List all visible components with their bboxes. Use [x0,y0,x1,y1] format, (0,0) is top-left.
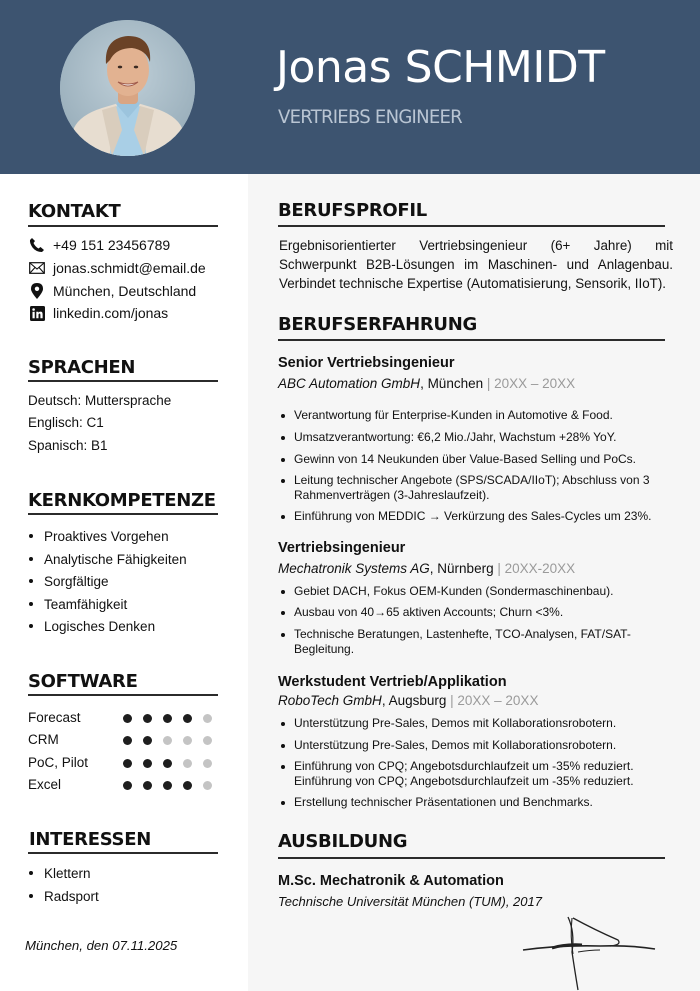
skill-rating [123,759,223,768]
skill-rating [123,714,223,723]
job-bullet: Unterstützung Pre-Sales, Demos mit Kollaborationsrobotern. [281,716,666,731]
software-name: PoC, Pilot [28,755,89,770]
rating-dot-empty [163,736,172,745]
section-title-ausbildung: AUSBILDUNG [278,831,408,852]
job-location: , München [420,376,487,391]
section-divider [28,852,218,854]
portrait-illustration [60,20,195,156]
section-divider [28,513,218,515]
main-content [248,174,700,991]
section-divider [28,694,218,696]
job-bullet: Ausbau von 40→65 aktiven Accounts; Churn <3%. [281,605,666,620]
job-bullet: Einführung von MEDDIC → Verkürzung des Sales-Cycles um 23%. [281,509,666,524]
job-bullet: Erstellung technischer Präsentationen und Benchmarks. [281,795,666,810]
job-bullet: Leitung technischer Angebote (SPS/SCADA/IIoT); Abschluss von 3 Rahmenverträgen (3-Jahreslaufzeit). [281,473,656,502]
company-name: RoboTech GmbH [278,693,382,708]
bullet-icon [29,871,33,875]
degree-title: M.Sc. Mechatronik & Automation [278,873,504,889]
job-bullet: Verantwortung für Enterprise-Kunden in Automotive & Food. [281,408,666,423]
bullet-icon [29,534,33,538]
job-title: VERTRIEBS ENGINEER [278,106,462,128]
software-row [28,777,218,792]
section-divider [28,225,218,227]
competence-text: Logisches Denken [44,619,156,634]
rating-dot-filled [163,759,172,768]
job-bullet: Unterstützung Pre-Sales, Demos mit Kollaborationsrobotern. [281,738,666,753]
software-row [28,732,218,747]
rating-dot-filled [163,714,172,723]
section-divider [278,225,665,227]
job-bullet: Gebiet DACH, Fokus OEM-Kunden (Sondermaschinenbau). [281,584,666,599]
interest-item [29,889,99,904]
rating-dot-empty [203,714,212,723]
rating-dot-filled [143,781,152,790]
job-position-title: Senior Vertriebsingenieur [278,355,455,371]
job-bullet: Einführung von CPQ; Angebotsdurchlaufzeit um -35% reduziert. Einführung von CPQ; Angebotsdurchlaufzeit um -35% reduziert. [281,759,636,788]
email-icon [29,260,45,276]
skill-rating [123,781,223,790]
contact-linkedin[interactable] [29,305,168,321]
rating-dot-filled [123,781,132,790]
software-row [28,710,218,725]
rating-dot-filled [183,781,192,790]
rating-dot-empty [203,736,212,745]
job-bullet: Technische Beratungen, Lastenhefte, TCO-Analysen, FAT/SAT-Begleitung. [281,627,641,656]
job-bullet: Umsatzverantwortung: €6,2 Mio./Jahr, Wachstum +28% YoY. [281,430,666,445]
section-title-kontakt: KONTAKT [28,201,121,222]
section-divider [28,380,218,382]
profile-photo [60,20,195,156]
bullet-icon [29,557,33,561]
place-date: München, den 07.11.2025 [25,938,178,953]
interest-text: Radsport [44,889,99,904]
rating-dot-empty [183,759,192,768]
linkedin-icon [29,305,45,321]
company-name: ABC Automation GmbH [278,376,421,391]
job-location: , Augsburg [381,693,451,708]
section-title-berufsprofil: BERUFSPROFIL [278,200,427,221]
rating-dot-empty [203,781,212,790]
contact-location-text: München, Deutschland [53,283,197,299]
job-location: , Nürnberg [429,561,498,576]
section-title-software: SOFTWARE [28,671,138,692]
rating-dot-filled [123,714,132,723]
software-name: Excel [28,777,62,792]
competence-text: Analytische Fähigkeiten [44,552,187,567]
rating-dot-filled [143,714,152,723]
competence-item [29,552,187,567]
bullet-icon [29,579,33,583]
contact-location [29,283,196,299]
competence-item [29,619,155,634]
phone-icon [29,237,45,253]
job-bullet: Gewinn von 14 Neukunden über Value-Based Selling und PoCs. [281,452,666,467]
bullet-icon [29,894,33,898]
section-title-kernkompetenzen: KERNKOMPETENZE [28,490,216,511]
contact-phone[interactable] [29,237,170,253]
profile-summary: Ergebnisorientierter Vertriebsingenieur (6+ Jahre) mit Schwerpunkt B2B-Lösungen im Maschinen- und Anlagenbau. Verbindet technische Expertise (Automatisierung, Sensorik, IIoT). [279,238,673,291]
language-item: Englisch: C1 [28,415,104,430]
section-divider [278,339,665,341]
skill-rating [123,736,223,745]
job-dates: | 20XX-20XX [497,561,576,576]
job-position-title: Vertriebsingenieur [278,540,406,556]
location-pin-icon [29,283,45,299]
job-position-title: Werkstudent Vertrieb/Applikation [278,674,507,690]
software-name: CRM [28,732,59,747]
competence-text: Teamfähigkeit [44,597,128,612]
software-row [28,755,218,770]
section-title-sprachen: SPRACHEN [28,357,136,378]
job-dates: | 20XX – 20XX [450,693,539,708]
section-title-interessen: INTERESSEN [29,829,151,850]
rating-dot-filled [143,736,152,745]
competence-text: Sorgfältige [44,574,109,589]
bullet-icon [29,602,33,606]
section-divider [278,857,665,859]
job-meta [278,693,538,708]
institution: Technische Universität München (TUM), 2017 [278,894,542,909]
rating-dot-filled [183,714,192,723]
rating-dot-filled [163,781,172,790]
bullet-icon [29,624,33,628]
contact-phone-text: +49 151 23456789 [53,237,171,253]
job-meta [278,376,575,391]
job-meta [278,561,575,576]
contact-email-text: jonas.schmidt@email.de [53,260,206,276]
competence-item [29,597,127,612]
software-name: Forecast [28,710,81,725]
competence-item [29,574,109,589]
section-title-berufserfahrung: BERUFSERFAHRUNG [278,314,477,335]
signature-image [520,912,660,991]
rating-dot-empty [183,736,192,745]
interest-text: Klettern [44,866,91,881]
contact-linkedin-text: linkedin.com/jonas [53,305,169,321]
language-item: Spanisch: B1 [28,438,108,453]
rating-dot-filled [123,736,132,745]
contact-email[interactable] [29,260,206,276]
header-banner [0,0,700,174]
company-name: Mechatronik Systems AG [278,561,430,576]
competence-item [29,529,169,544]
job-dates: | 20XX – 20XX [486,376,576,391]
language-item: Deutsch: Muttersprache [28,393,172,408]
interest-item [29,866,91,881]
rating-dot-filled [143,759,152,768]
competence-text: Proaktives Vorgehen [44,529,169,544]
candidate-name: Jonas SCHMIDT [276,42,605,93]
rating-dot-empty [203,759,212,768]
rating-dot-filled [123,759,132,768]
